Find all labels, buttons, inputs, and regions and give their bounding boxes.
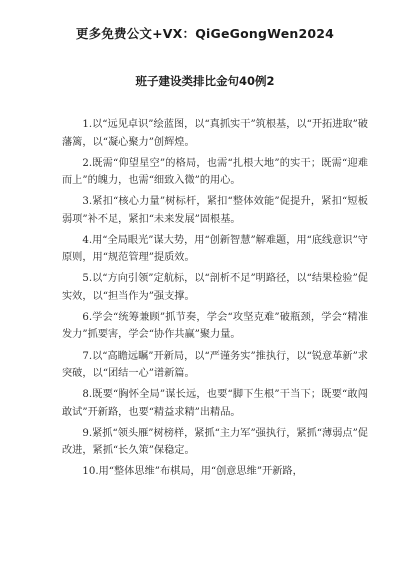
list-item: 2.既需“仰望星空”的格局，也需“扎根大地”的实干；既需“迎难而上”的魄力，也需“细致入微”的用心。 xyxy=(62,157,368,187)
list-item: 6.学会“统筹兼顾”抓节奏，学会“攻坚克难”破瓶颈，学会“精准发力”抓要害，学会“协作共赢”聚力量。 xyxy=(62,311,368,341)
list-item: 7.以“高瞻远瞩”开新局，以“严谨务实”推执行，以“锐意革新”求突破，以“团结一心”谱新篇。 xyxy=(62,350,368,380)
list-item: 5.以“方向引领”定航标，以“剖析不足”明路径，以“结果检验”促实效，以“担当作为”强支撑。 xyxy=(62,273,368,302)
promo-header: 更多免费公文+VX：QiGeGongWen2024 xyxy=(75,26,335,41)
list-item: 1.以“远见卓识”绘蓝图，以“真抓实干”筑根基，以“开拓进取”破藩篱，以“凝心聚力”创辉煌。 xyxy=(62,119,368,148)
document-title: 班子建设类排比金句40例2 xyxy=(135,74,275,88)
page-bottom-edge xyxy=(0,562,410,580)
sentence-list xyxy=(62,116,368,484)
list-item: 4.用“全局眼光”谋大势，用“创新智慧”解难题，用“底线意识”守原则，用“规范管理”提质效。 xyxy=(62,234,368,264)
list-item: 10.用“整体思维”布棋局，用“创意思维”开新路， xyxy=(82,466,303,478)
list-item: 3.紧扣“核心力量”树标杆，紧扣“整体效能”促提升，紧扣“短板弱项”补不足，紧扣“未来发展”固根基。 xyxy=(62,196,368,225)
list-item: 9.紧抓“领头雁”树榜样，紧抓“主力军”强执行，紧抓“薄弱点”促改进，紧抓“长久策”保稳定。 xyxy=(62,427,368,457)
list-item: 8.既要“胸怀全局”谋长远，也要“脚下生根”干当下；既要“敢闯敢试”开新路，也要“精益求精”出精品。 xyxy=(62,389,368,418)
